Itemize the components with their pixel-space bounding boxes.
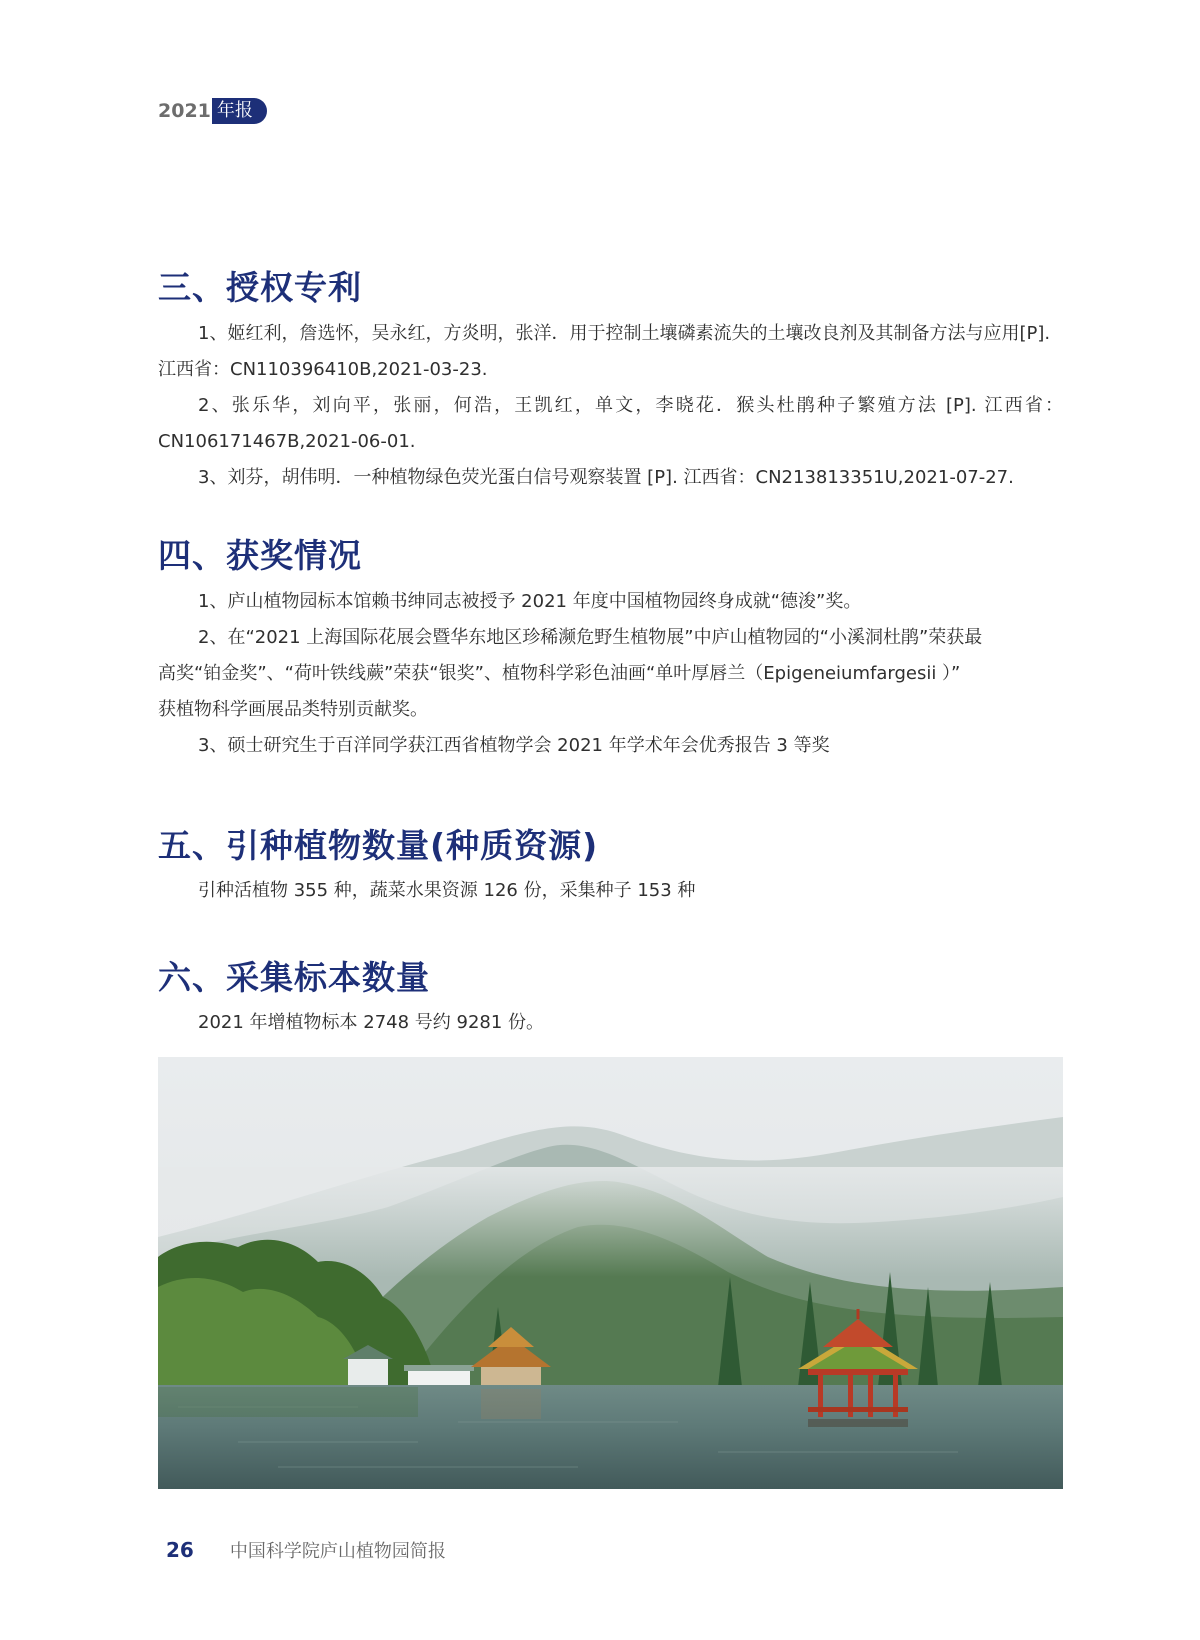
- award-item-1: 1、庐山植物园标本馆赖书绅同志被授予 2021 年度中国植物园终身成就“德浚”奖。: [198, 591, 862, 612]
- patent-item-1-cont: 江西省：CN110396410B,2021-03-23.: [158, 359, 488, 380]
- landscape-photo: [158, 1057, 1063, 1489]
- introduced-plants-line: 引种活植物 355 种，蔬菜水果资源 126 份，采集种子 153 种: [198, 880, 696, 901]
- section-title-specimens: 六、采集标本数量: [158, 958, 430, 997]
- award-item-2: 2、在“2021 上海国际花展会暨华东地区珍稀濒危野生植物展”中庐山植物园的“小溪洞杜鹃”荣获最: [198, 627, 983, 648]
- page-number: 26: [166, 1538, 194, 1562]
- patent-item-3: 3、刘芬，胡伟明．一种植物绿色荧光蛋白信号观察装置 [P]. 江西省：CN213813351U,2021-07-27.: [198, 467, 1014, 488]
- publication-name: 中国科学院庐山植物园简报: [229, 1541, 446, 1562]
- page-footer: [166, 1537, 446, 1563]
- patents-list: [158, 316, 1063, 496]
- patent-item-2-cont: CN106171467B,2021-06-01.: [158, 431, 416, 452]
- report-label: 年报: [212, 98, 267, 124]
- award-item-2-cont: 高奖“铂金奖”、“荷叶铁线蕨”荣获“银奖”、植物科学彩色油画“单叶厚唇兰（Epigeneiumfargesii ）”: [158, 663, 961, 684]
- lake-mountain-scene: [158, 1057, 1063, 1489]
- introduced-plants-text: [158, 873, 1063, 909]
- report-year: 2021: [158, 100, 211, 122]
- section-title-patents: 三、授权专利: [158, 268, 362, 307]
- patent-item-1: 1、姬红利，詹选怀，吴永红，方炎明，张洋．用于控制土壤磷素流失的土壤改良剂及其制备方法与应用[P].: [198, 323, 1051, 344]
- section-title-awards: 四、获奖情况: [158, 536, 362, 575]
- awards-list: [158, 584, 1063, 764]
- specimens-line: 2021 年增植物标本 2748 号约 9281 份。: [198, 1012, 545, 1033]
- patent-item-2: 2、张乐华，刘向平，张丽，何浩，王凯红，单文，李晓花．猴头杜鹃种子繁殖方法 [P]. 江西省：: [198, 395, 1063, 416]
- report-header-tag: [158, 98, 267, 124]
- award-item-3: 3、硕士研究生于百洋同学获江西省植物学会 2021 年学术年会优秀报告 3 等奖: [198, 735, 830, 756]
- award-item-2-cont2: 获植物科学画展品类特别贡献奖。: [158, 699, 428, 720]
- specimens-text: [158, 1005, 1063, 1041]
- section-title-introduced-plants: 五、引种植物数量(种质资源): [158, 826, 599, 865]
